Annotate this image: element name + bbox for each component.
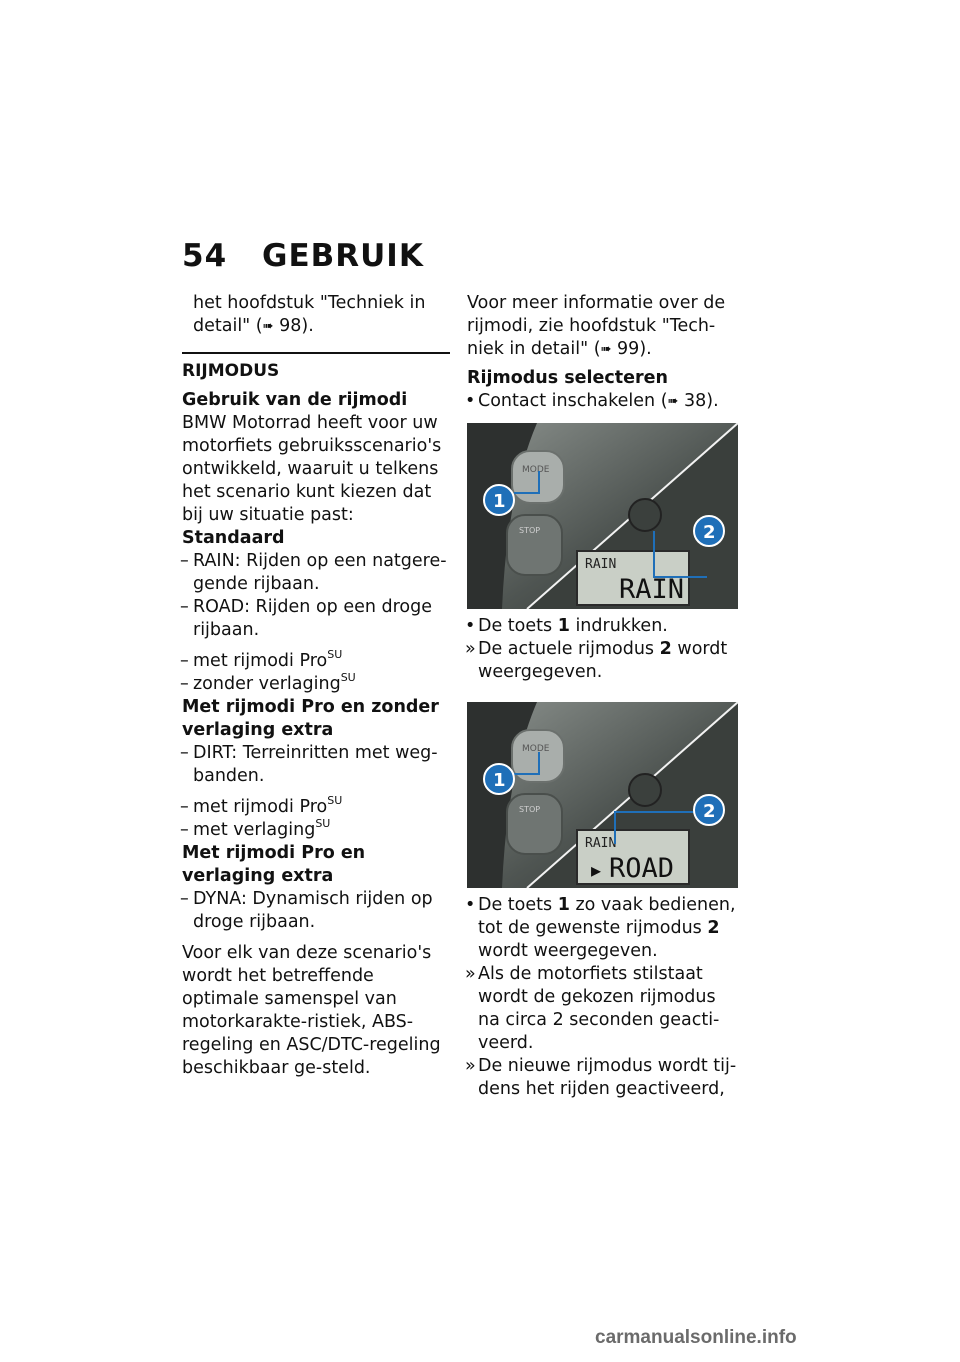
display-arrow-icon: ▸ xyxy=(591,858,602,882)
list-item-rain xyxy=(182,550,450,596)
display-small-text: RAIN xyxy=(585,836,617,851)
list-item-text: DYNA: Dynamisch rijden op droge rijbaan. xyxy=(193,889,433,932)
option-code: SU xyxy=(315,817,331,830)
result-activated-standstill: » Als de motorfiets stilstaat wordt de gekozen rijmodus na circa 2 seconden geacti-veerd. xyxy=(465,964,720,1053)
callout-1: 1 xyxy=(493,491,506,512)
heading-standaard: Standaard xyxy=(182,528,285,548)
page-ref-link[interactable]: 99). xyxy=(617,339,652,359)
page-ref-arrow-icon: ➠ xyxy=(262,319,274,334)
result-marker: » xyxy=(465,964,476,984)
dash-marker: – xyxy=(180,597,189,617)
bullet-marker: • xyxy=(465,616,476,636)
bullet-marker: • xyxy=(465,391,476,411)
dash-marker: – xyxy=(180,551,189,571)
dash-marker: – xyxy=(180,889,189,909)
subsection-title: Gebruik van de rijmodi xyxy=(182,390,408,410)
result-activated-riding: » De nieuwe rijmodus wordt tij-dens het rijden geactiveerd, xyxy=(465,1056,737,1099)
list-item-dirt xyxy=(182,742,450,788)
result-marker: » xyxy=(465,1056,476,1076)
intro-line-1: het hoofdstuk "Techniek in xyxy=(193,293,426,313)
result-mode-shown: » De actuele rijmodus 2 wordt weergegeven. xyxy=(465,639,728,682)
intro-line-2-text: detail" ( xyxy=(193,316,263,336)
page-ref-arrow-icon: ➠ xyxy=(667,394,679,409)
page-number: 54 xyxy=(182,238,228,274)
heading-pro-zonder: Met rijmodi Pro en zonder verlaging extra xyxy=(182,697,439,740)
callout-1: 1 xyxy=(493,770,506,791)
option-code: SU xyxy=(340,671,356,684)
option-met-verlaging: – met verlaging$^{SU}$ xyxy=(180,817,331,840)
figure-mode-rain xyxy=(467,423,738,609)
figure-mode-road xyxy=(467,702,738,888)
page-ref-link[interactable]: 98). xyxy=(279,316,314,336)
stop-button-label: STOP xyxy=(519,526,541,535)
page-ref-arrow-icon: ➠ xyxy=(600,342,612,357)
watermark: carmanualsonline.info xyxy=(595,1327,797,1348)
stop-button-label: STOP xyxy=(519,805,541,814)
subsection-title: Rijmodus selecteren xyxy=(467,368,668,388)
option-pro: – met rijmodi Pro$^{SU}$ xyxy=(180,648,343,671)
mode-button-label: MODE xyxy=(522,465,550,475)
intro-paragraph: Voor meer informatie over de rijmodi, zie hoofdstuk "Tech-niek in detail" (➠ 99). xyxy=(467,293,726,359)
body-paragraph: BMW Motorrad heeft voor uw motorfiets gebruiksscenario's ontwikkeld, waaruit u telkens het scenario kunt kiezen dat bij uw situatie past: xyxy=(182,413,442,525)
list-item-dyna xyxy=(182,888,450,934)
page-header xyxy=(182,238,424,274)
section-divider xyxy=(182,352,450,354)
option-code: SU xyxy=(327,648,343,661)
bullet-marker: • xyxy=(465,895,476,915)
list-item-road xyxy=(182,596,450,642)
display-mode-text: RAIN xyxy=(619,574,685,605)
left-column xyxy=(182,292,450,1080)
mode-button-label: MODE xyxy=(522,744,550,754)
callout-2: 2 xyxy=(703,801,716,822)
option-pro: – met rijmodi Pro$^{SU}$ xyxy=(180,794,343,817)
step-press-repeatedly: • De toets 1 zo vaak bedienen, tot de gewenste rijmodus 2 wordt weergegeven. xyxy=(465,895,736,961)
result-marker: » xyxy=(465,639,476,659)
option-zonder-verlaging: – zonder verlaging$^{SU}$ xyxy=(180,671,356,694)
dash-marker: – xyxy=(180,743,189,763)
page-ref-link[interactable]: 38). xyxy=(684,391,719,411)
step-contact: • Contact inschakelen (➠ 38). xyxy=(465,391,719,411)
list-item-text: RAIN: Rijden op een natgere-gende rijbaan. xyxy=(193,551,447,594)
body-paragraph-2: Voor elk van deze scenario's wordt het betreffende optimale samenspel van motorkarakte-ristiek, ABS-regeling en ASC/DTC-regeling beschikbaar ge-steld. xyxy=(182,943,441,1078)
section-title: RIJMODUS xyxy=(182,361,280,381)
step-press-button: • De toets 1 indrukken. xyxy=(465,616,668,636)
option-code: SU xyxy=(327,794,343,807)
right-column xyxy=(467,292,742,1101)
display-small-text: RAIN xyxy=(585,557,617,572)
heading-pro-met: Met rijmodi Pro en verlaging extra xyxy=(182,843,366,886)
list-item-text: DIRT: Terreinritten met weg-banden. xyxy=(193,743,438,786)
list-item-text: ROAD: Rijden op een droge rijbaan. xyxy=(193,597,433,640)
intro-line-2 xyxy=(182,315,450,338)
page-title: GEBRUIK xyxy=(262,238,424,274)
display-mode-text: ROAD xyxy=(609,853,675,884)
callout-2: 2 xyxy=(703,522,716,543)
